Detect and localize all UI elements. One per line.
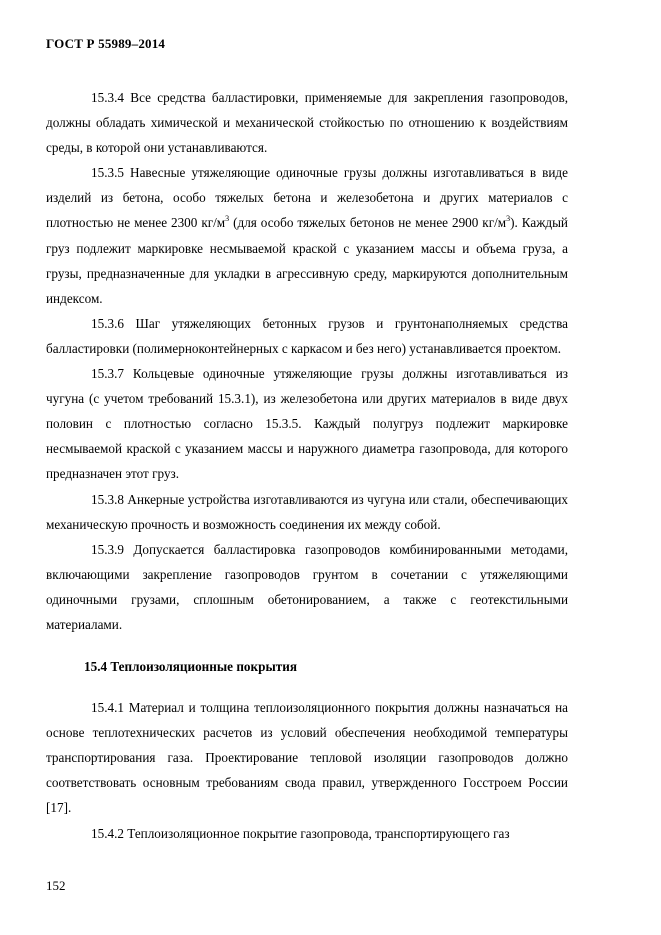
section-heading: 15.4 Теплоизоляционные покрытия	[84, 659, 297, 675]
superscript-cube: 3	[506, 214, 511, 224]
paragraph-15-3-4: 15.3.4 Все средства балластировки, применяемые для закрепления газопроводов, должны обладать химической и механической стойкостью по отношению к воздействиям среды, в которой они устанавливаются.	[46, 90, 568, 156]
paragraph-15-3-7: 15.3.7 Кольцевые одиночные утяжеляющие грузы должны изготавливаться из чугуна (с учетом требований 15.3.1), из железобетона или других материалов в виде двух половин с плотностью согласно 15.3.5. Каждый полугруз подлежит маркировке несмываемой краской с указанием массы и наружного диаметра газопровода, для которого предназначен этот груз.	[46, 366, 568, 482]
paragraph-text-part: (для особо тяжелых бетонов не менее 2900 кг/м	[229, 215, 507, 231]
page-number: 152	[46, 878, 66, 893]
superscript-cube: 3	[225, 214, 230, 224]
document-header: ГОСТ Р 55989–2014	[46, 36, 166, 51]
document-body	[46, 85, 568, 846]
paragraph-15-3-6: 15.3.6 Шаг утяжеляющих бетонных грузов и грунтонаполняемых средства балластировки (полимерноконтейнерных с каркасом и без него) устанавливается проектом.	[46, 315, 568, 356]
paragraph-15-3-9: 15.3.9 Допускается балластировка газопроводов комбинированными методами, включающими закрепление газопроводов грунтом в сочетании с утяжеляющими одиночными грузами, сплошным обетонированием, а также с геотекстильными материалами.	[46, 541, 568, 632]
paragraph-15-3-8: 15.3.8 Анкерные устройства изготавливаются из чугуна или стали, обеспечивающих механическую прочность и возможность соединения их между собой.	[46, 491, 568, 532]
paragraph-15-4-1: 15.4.1 Материал и толщина теплоизоляционного покрытия должны назначаться на основе теплотехнических расчетов из условий обеспечения необходимой температуры транспортирования газа. Проектирование тепловой изоляции газопроводов должно соответствовать основным требованиям свода правил, утвержденного Госстроем России [17].	[46, 700, 568, 816]
paragraph-15-4-2: 15.4.2 Теплоизоляционное покрытие газопровода, транспортирующего газ	[91, 825, 510, 841]
paragraph-15-3-5	[46, 160, 568, 311]
paragraph-text-part: 15.3.5 Навесные утяжеляющие одиночные грузы должны изготавливаться в виде изделий из бетона, особо тяжелых бетона и железобетона и других материалов с плотностью не менее 2300 кг/м	[46, 165, 568, 231]
paragraph-text-part: ). Каждый груз подлежит маркировке несмываемой краской с указанием массы и объема груза, а грузы, предназначенные для укладки в агрессивную среду, маркируются дополнительным индексом.	[46, 215, 568, 306]
